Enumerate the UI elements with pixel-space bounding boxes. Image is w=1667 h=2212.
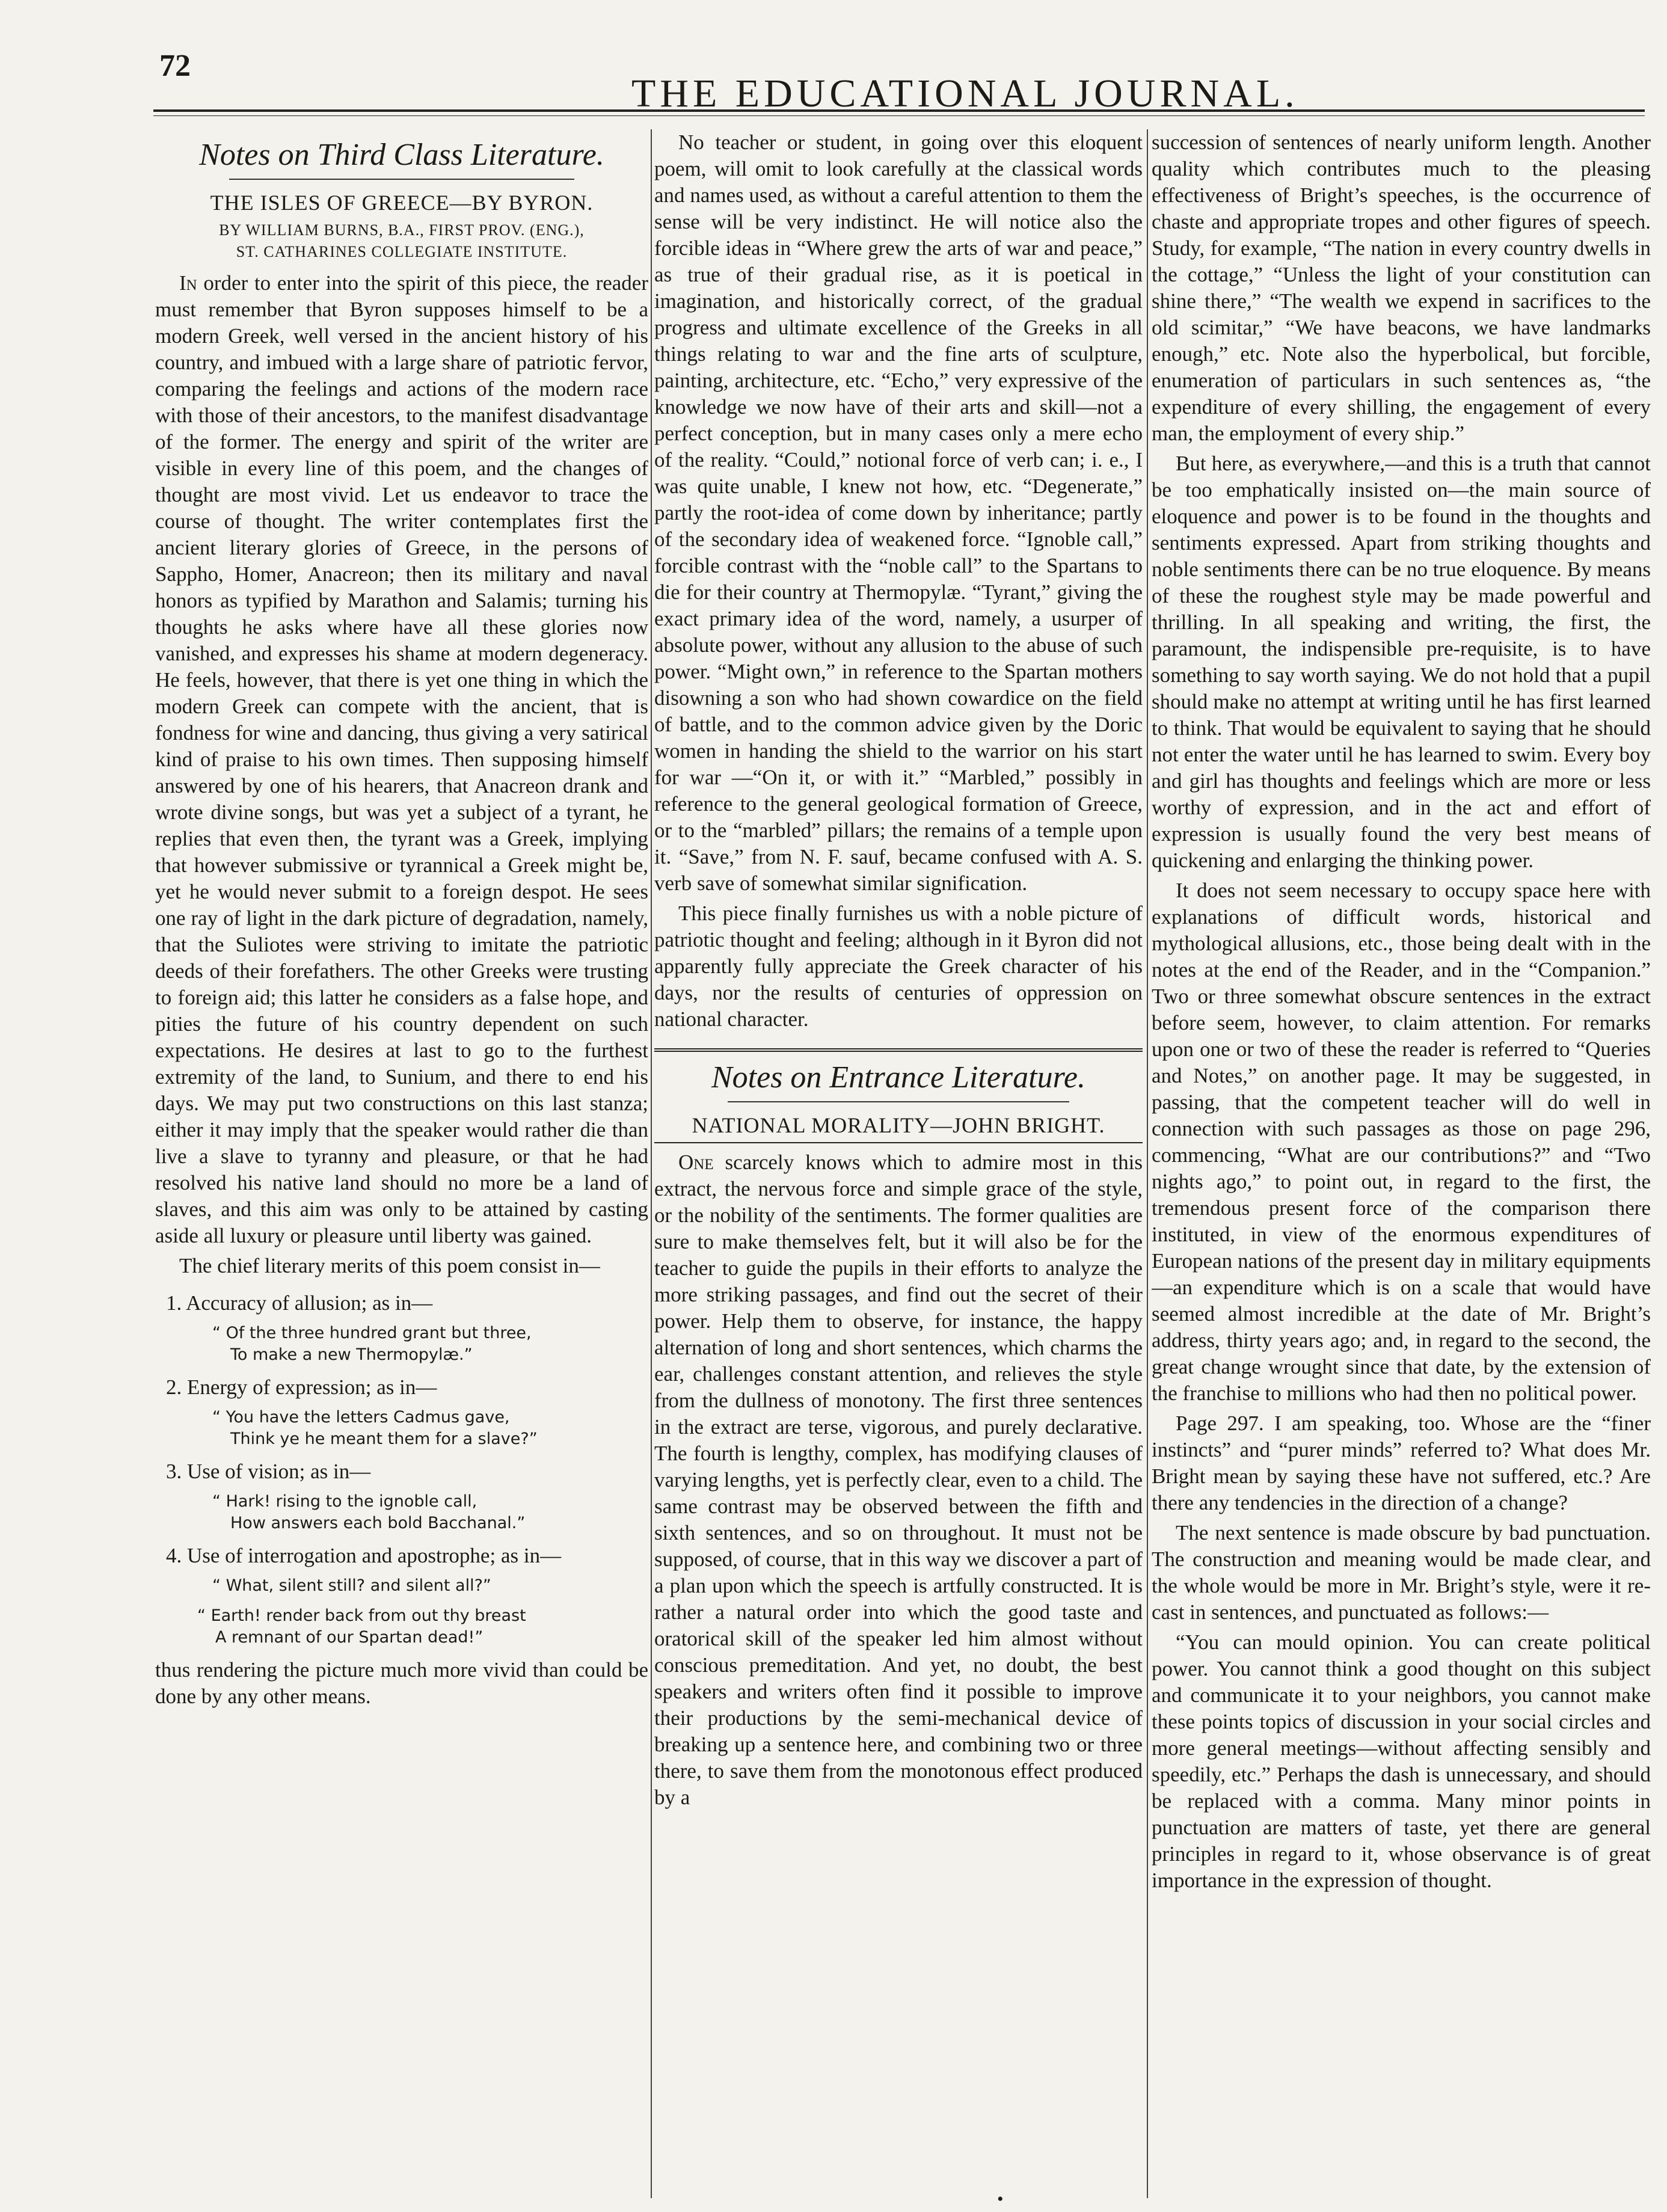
section-title-third-class: Notes on Third Class Literature. [199, 138, 604, 172]
merit-label [155, 1458, 648, 1485]
paragraph: thus rendering the picture much more vivid than could be done by any other means. [155, 1658, 648, 1708]
merit-number: 1. [166, 1291, 182, 1315]
merits-list [155, 1290, 648, 1648]
lead-word: In [179, 271, 197, 295]
poem-quote [212, 1407, 648, 1450]
column-divider-left [651, 129, 652, 2198]
poem-quote [197, 1605, 648, 1648]
merit-text: Energy of expression; as in— [187, 1375, 437, 1399]
paragraph [155, 270, 648, 1249]
poem-quote [212, 1323, 648, 1366]
column-divider-right [1147, 129, 1148, 2198]
quote-line: “ You have the letters Cadmus gave, [212, 1408, 510, 1427]
poem-quote [212, 1491, 648, 1534]
paragraph: succession of sentences of nearly uniform length. Another quality which contributes much to the pleasing effectiveness of Bright’s speeches, is the occurrence of chaste and appropriate tropes and other figures of speech. Study, for example, “The nation in every country dwells in the cottage,” “Unless the light of your constitution can shine there,” “The wealth we expend in sacrifices to the old scimitar,” “We have beacons, we have landmarks enough,” etc. Note also the hyperbolical, but forcible, enumeration of particulars in such sentences as, “the expenditure of every shilling, the engagement of every man, the employment of every ship.” [1152, 131, 1651, 445]
merit-label [155, 1290, 648, 1316]
list-item [155, 1374, 648, 1450]
section-title-rule [229, 179, 574, 180]
quote-line: How answers each bold Bacchanal.” [230, 1514, 526, 1532]
lead-word: One [678, 1151, 714, 1174]
paragraph [654, 1149, 1143, 1811]
list-item [155, 1290, 648, 1366]
merit-text: Use of vision; as in— [187, 1460, 371, 1483]
paragraph: It does not seem necessary to occupy space here with explanations of difficult words, historical and mythological allusions, etc., those being dealt with in the notes at the end of the Reader, and in the “Companion.” Two or three somewhat obscure sentences in the extract before seem, however, to claim attention. For remarks upon one or two of these the reader is referred to “Queries and Notes,” on another page. It may be suggested, in passing, that the competent teacher will do well in connection with such passages as those on page 296, commencing, “What are our contributions?” and “Two nights ago,” to point out, in regard to the first, the tremendous present force of the comparison there instituted, in view of the enormous expenditures of European nations of the present day in military equipments—an expenditure which is on a scale that would have seemed almost incredible at the date of Mr. Bright’s address, thirty years ago; and, in regard to the second, the great change wrought since that date, by the extension of the franchise to millions who had then no political power. [1152, 879, 1651, 1405]
page-number: 72 [159, 49, 191, 83]
quote-line: To make a new Thermopylæ.” [230, 1345, 473, 1364]
list-item [155, 1543, 648, 1648]
byline-author: BY WILLIAM BURNS, B.A., FIRST PROV. (ENG.), [219, 221, 585, 239]
header-rule [153, 109, 1645, 112]
header-rule-thin [153, 115, 1645, 116]
paragraph: The next sentence is made obscure by bad punctuation. The construction and meaning would be made clear, and the whole would be more in Mr. Bright’s style, were it re-cast in sentences, and punctuated as follows:— [1152, 1521, 1651, 1624]
byline [155, 220, 648, 263]
quote-line: “ Of the three hundred grant but three, [212, 1324, 532, 1342]
section-title-entrance: Notes on Entrance Literature. [711, 1060, 1086, 1095]
paragraph: Page 297. I am speaking, too. Whose are the “finer instincts” and “purer minds” referred to? What does Mr. Bright mean by saying these have not suffered, etc.? Are there any tendencies in the direction of a change? [1152, 1412, 1651, 1514]
paragraph: No teacher or student, in going over this eloquent poem, will omit to look carefully at the classical words and names used, as without a careful attention to them the sense will be very indistinct. He will notice also the forcible ideas in “Where grew the arts of war and peace,” as true of their gradual rise, as it is poetical in imagination, and historically correct, of the gradual progress and ultimate excellence of the Greeks in all things relating to war and the fine arts of sculpture, painting, architecture, etc. “Echo,” very expressive of the knowledge we now have of their arts and skill—not a perfect conception, but in many cases only a mere echo of the reality. “Could,” notional force of verb can; i. e., I was quite unable, I knew not how, etc. “Degenerate,” partly the root-idea of come down by inheritance; partly of the secondary idea of weakened force. “Ignoble call,” forcible contrast with the “noble call” to the Spartans to die for their country at Thermopylæ. “Tyrant,” giving the exact primary idea of the word, namely, a usurper of absolute power, without any allusion to the abuse of such power. “Might own,” in reference to the Spartan mothers disowning a son who had shown cowardice on the field of battle, and to the common advice given by the Doric women in handing the shield to the warrior on his start for war —“On it, or with it.” “Marbled,” possibly in reference to the general geological formation of Greece, or to the “marbled” pillars; the remains of a temple upon it. “Save,” from N. F. sauf, became confused with A. S. verb save of somewhat similar signification. [654, 131, 1143, 895]
paragraph: The chief literary merits of this poem consist in— [179, 1254, 600, 1277]
quote-line: “ Earth! render back from out thy breast [197, 1606, 526, 1625]
quote-line: “ What, silent still? and silent all?” [212, 1576, 491, 1595]
merit-number: 3. [166, 1460, 182, 1483]
article-title-isles-of-greece: THE ISLES OF GREECE—BY BYRON. [210, 191, 594, 215]
paragraph-text: scarcely knows which to admire most in this extract, the nervous force and simple grace of the style, or the nobility of the sentiments. The former qualities are sure to make themselves felt, but it will also be for the teacher to guide the pupils in their efforts to analyze the more striking passages, and find out the secret of their power. Help them to observe, for instance, the happy alternation of long and short sentences, which charms the ear, challenges constant attention, and relieves the style from the dullness of monotony. The first three sentences in the extract are terse, vigorous, and purely declarative. The fourth is lengthy, complex, has modifying clauses of varying lengths, yet is perfectly clear, even to a child. The same contrast may be observed between the fifth and sixth sentences, and so on throughout. It must not be supposed, of course, that in this way we discover a part of a plan upon which the speech is artfully constructed. It is rather a natural order into which the good taste and oratorical skill of the speaker led him almost without conscious premeditation. And yet, no doubt, the best speakers and writers often find it possible to improve their productions by the semi-mechanical device of breaking up a sentence here, and combining two or three there, to save them from the monotonous effect produced by a [654, 1151, 1143, 1809]
merit-label [155, 1374, 648, 1401]
article-title-national-morality: NATIONAL MORALITY—JOHN BRIGHT. [692, 1113, 1105, 1137]
section-title-rule [728, 1101, 1069, 1102]
quote-line: “ Hark! rising to the ignoble call, [212, 1492, 477, 1511]
merit-text: Accuracy of allusion; as in— [186, 1291, 433, 1315]
left-column [155, 129, 648, 2198]
merit-label: 4. Use of interrogation and apostrophe; as in— [166, 1544, 562, 1567]
byline-institution: ST. CATHARINES COLLEGIATE INSTITUTE. [236, 243, 568, 260]
paragraph-text: order to enter into the spirit of this piece, the reader must remember that Byron supposes himself to be a modern Greek, well versed in the ancient history of his country, and imbued with a large share of patriotic fervor, comparing the feelings and actions of the modern race with those of their ancestors, to the manifest disadvantage of the former. The energy and spirit of the writer are visible in every line of this poem, and the changes of thought are most vivid. Let us endeavor to trace the course of thought. The writer contemplates first the ancient literary glories of Greece, in the persons of Sappho, Homer, Anacreon; then its military and naval honors as typified by Marathon and Salamis; turning his thoughts he asks where have all these glories now vanished, and expresses his shame at modern degeneracy. He feels, however, that there is yet one thing in which the modern Greek can compete with the ancient, that is fondness for wine and dancing, thus giving a very satirical kind of praise to his own times. Then supposing himself answered by one of his hearers, that Anacreon drank and wrote divine songs, but was yet a subject of a tyrant, he replies that even then, the tyrant was a Greek, implying that however submissive or tyrannical a Greek might be, yet he would never submit to a foreign despot. He sees one ray of light in the dark picture of degradation, namely, that the Suliotes were striving to imitate the patriotic deeds of their forefathers. The other Greeks were trusting to foreign aid; this latter he considers as a false hope, and pities the future of his country dependent on such expectations. He desires at last to go to the furthest extremity of the land, to Sunium, and there to end his days. We may put two constructions on this last stanza; either it may imply that the speaker would rather die than live a slave to tyranny and pleasure, or that he had resolved his native land should no more be a land of slaves, and this aim was only to be attained by casting aside all luxury or pleasure until liberty was gained. [155, 271, 648, 1247]
paragraph: But here, as everywhere,—and this is a truth that cannot be too emphatically insisted on—the main source of eloquence and power is to be found in the thoughts and sentiments expressed. Apart from striking thoughts and noble sentiments there can be no true eloquence. By means of these the roughest style may be made powerful and thrilling. In all speaking and writing, the first, the paramount, the indispensible pre-requisite, is to have something to say worth saying. We do not hold that a pupil should make no attempt at writing until he has first learned to think. That would be equivalent to saying that he should not enter the water until he has learned to swim. Every boy and girl has thoughts and feelings which are more or less worthy of expression, and in the act and effort of expression is usually found the very best means of quickening and enlarging the thinking power. [1152, 452, 1651, 872]
quote-line: Think ye he meant them for a slave?” [230, 1430, 538, 1448]
quote-line: A remnant of our Spartan dead!” [215, 1628, 484, 1647]
section-divider [654, 1048, 1143, 1052]
poem-quote [212, 1575, 648, 1597]
right-column [1152, 129, 1651, 2198]
list-item [155, 1458, 648, 1534]
paragraph: This piece finally furnishes us with a noble picture of patriotic thought and feeling; although in it Byron did not apparently fully appreciate the Greek character of his days, nor the results of centuries of oppression on national character. [654, 902, 1143, 1031]
article-title-rule [654, 1142, 1143, 1143]
printer-mark: • [997, 2189, 1004, 2209]
merit-number: 2. [166, 1375, 182, 1399]
paragraph: “You can mould opinion. You can create political power. You cannot think a good thought on this subject and communicate it to your neighbors, you cannot make these points topics of discussion in your social circles and more general meetings—without affecting sensibly and speedily, etc.” Perhaps the dash is unnecessary, and should be replaced with a comma. Many minor points in punctuation are matters of taste, yet there are general principles in regard to it, whose observance is of great importance in the expression of thought. [1152, 1630, 1651, 1892]
middle-column [654, 129, 1143, 2198]
journal-masthead: THE EDUCATIONAL JOURNAL. [631, 72, 1299, 115]
